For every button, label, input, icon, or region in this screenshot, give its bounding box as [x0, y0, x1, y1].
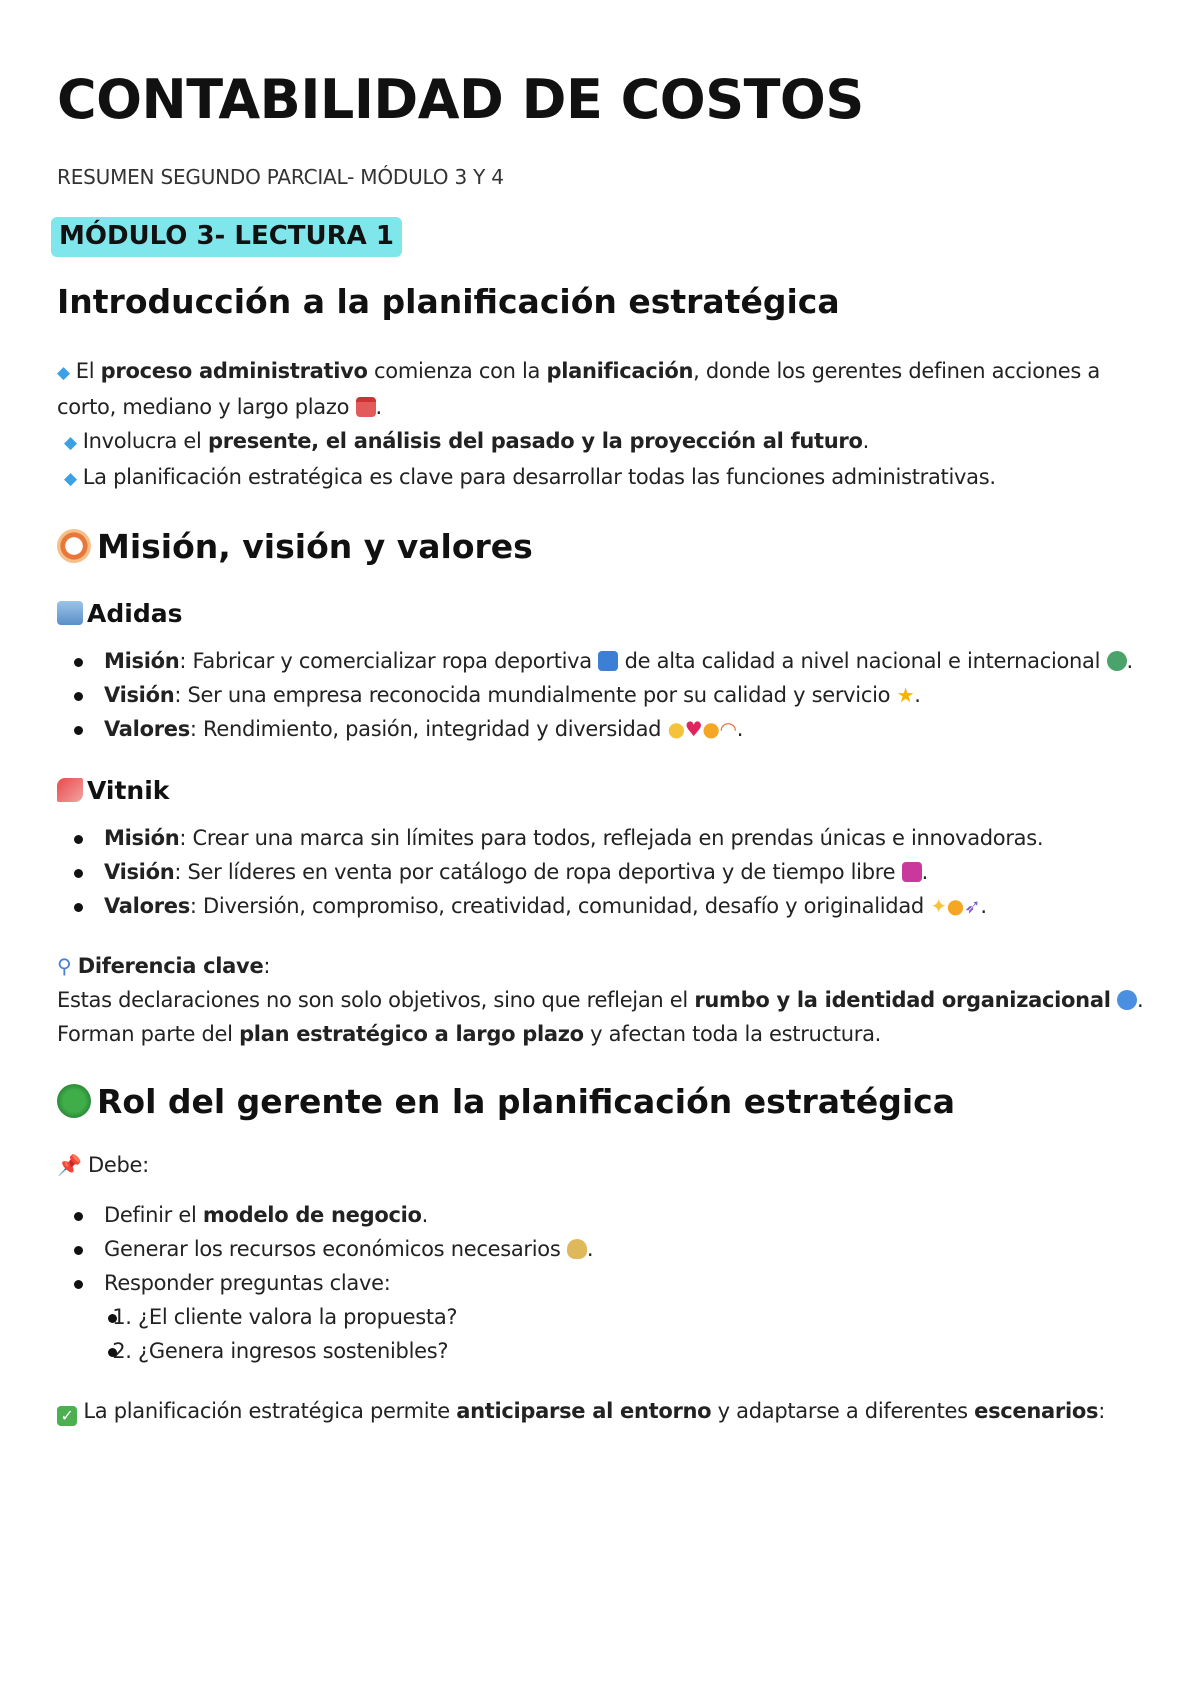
calendar-icon — [356, 397, 376, 417]
list-item: Visión: Ser una empresa reconocida mundialmente por su calidad y servicio ★. — [104, 678, 1144, 712]
blue-diamond-icon: ◆ — [64, 469, 77, 490]
list-item: Misión: Crear una marca sin límites para todos, reflejada en prendas únicas e innovadoras. — [104, 821, 1144, 855]
list-item: 2. ¿Genera ingresos sostenibles? — [138, 1334, 1144, 1368]
t-shirt-icon — [598, 651, 618, 671]
sparkles-icon: ✦ — [930, 894, 947, 919]
shopping-bag-icon — [902, 862, 922, 882]
vitnik-heading: Vitnik — [57, 776, 1144, 805]
list-item: Misión: Fabricar y comercializar ropa deportiva de alta calidad a nivel nacional e internacional . — [104, 644, 1144, 678]
flexed-biceps-icon: ● — [667, 717, 685, 742]
office-building-icon — [57, 601, 83, 625]
rol-list — [57, 1198, 1144, 1368]
intro-paragraph-3: ◆ La planificación estratégica es clave para desarrollar todas las funciones administrativas. — [57, 460, 1144, 496]
pushpin-icon: 📌 — [57, 1153, 82, 1178]
document-subtitle: RESUMEN SEGUNDO PARCIAL- MÓDULO 3 Y 4 — [57, 165, 504, 190]
clover-icon — [57, 1084, 91, 1118]
vitnik-list — [57, 821, 1144, 923]
document-title: CONTABILIDAD DE COSTOS — [57, 68, 864, 131]
intro-heading: Introducción a la planificación estratégica — [57, 282, 840, 322]
list-item: Valores: Diversión, compromiso, creatividad, comunidad, desafío y originalidad ✦●➶. — [104, 889, 1144, 923]
list-item: Definir el modelo de negocio. — [104, 1198, 1144, 1232]
hands-icon: ● — [702, 717, 720, 742]
key-difference-text-1: Estas declaraciones no son solo objetivos, sino que reflejan el rumbo y la identidad organizacional . — [57, 988, 1144, 1013]
key-difference-text-2: Forman parte del plan estratégico a largo plazo y afectan toda la estructura. — [57, 1022, 882, 1047]
list-item: 1. ¿El cliente valora la propuesta? — [138, 1300, 1144, 1334]
blue-diamond-icon: ◆ — [64, 433, 77, 454]
rainbow-icon: ◠ — [719, 717, 737, 742]
mvv-heading: Misión, visión y valores — [57, 526, 1144, 569]
compass-icon — [57, 529, 91, 563]
list-item: Valores: Rendimiento, pasión, integridad y diversidad ●♥●◠. — [104, 712, 1144, 746]
list-item: Visión: Ser líderes en venta por catálogo de ropa deportiva y de tiempo libre . — [104, 855, 1144, 889]
intro-section — [57, 354, 1144, 496]
blue-diamond-icon: ◆ — [57, 363, 70, 384]
sneaker-icon — [57, 778, 83, 802]
rocket-icon: ➶ — [963, 894, 981, 919]
debe-line: 📌 Debe: — [57, 1153, 149, 1178]
star-icon: ★ — [896, 683, 915, 708]
adidas-heading: Adidas — [57, 599, 1144, 628]
adidas-list — [57, 644, 1144, 746]
list-item: Responder preguntas clave: 1. ¿El cliente valora la propuesta? 2. ¿Genera ingresos sostenibles? — [104, 1266, 1144, 1368]
check-mark-icon: ✓ — [57, 1406, 77, 1426]
intro-paragraph-1: ◆ El proceso administrativo comienza con la planificación, donde los gerentes definen acciones a corto, mediano y largo plazo . — [57, 354, 1144, 424]
questions-list — [104, 1300, 1144, 1368]
key-difference-label: ⚲ Diferencia clave: — [57, 954, 271, 979]
handshake-icon: ● — [946, 894, 964, 919]
final-paragraph: ✓ La planificación estratégica permite anticiparse al entorno y adaptarse a diferentes escenarios: — [57, 1394, 1144, 1428]
globe-icon — [1107, 651, 1127, 671]
heart-icon: ♥ — [684, 717, 703, 742]
module-tag: MÓDULO 3- LECTURA 1 — [51, 217, 402, 257]
money-bag-icon — [567, 1239, 587, 1259]
globe-network-icon — [1117, 990, 1137, 1010]
magnifier-icon: ⚲ — [57, 954, 72, 979]
key-difference-section — [57, 949, 1144, 1051]
list-item: Generar los recursos económicos necesarios . — [104, 1232, 1144, 1266]
intro-paragraph-2: ◆ Involucra el presente, el análisis del pasado y la proyección al futuro. — [57, 424, 1144, 460]
rol-heading: Rol del gerente en la planificación estratégica — [57, 1081, 1144, 1124]
